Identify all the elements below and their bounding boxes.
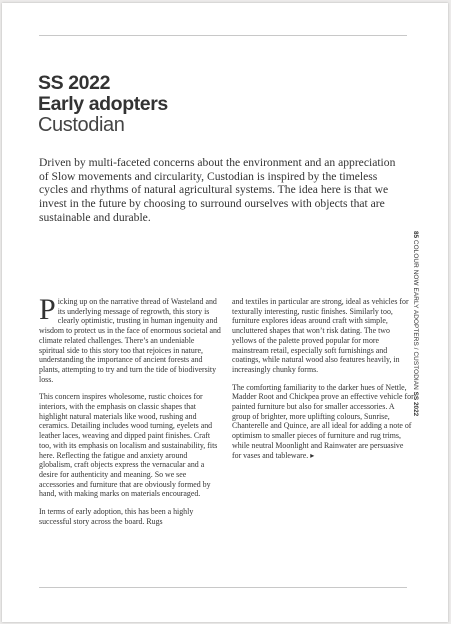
intro-paragraph: Driven by multi-faceted concerns about the environment and an appreciation of Slow movements and circularity, Custodian is inspired by the timeless cycles and rhythms of natural agricultural systems. The idea here is that we invest in the future by choosing to surround ourselves with objects that are sustainable and durable.	[39, 156, 396, 224]
page-heading	[38, 73, 398, 136]
body-paragraph-1	[39, 293, 221, 384]
season-label: SS 2022	[412, 391, 419, 417]
page-number: 85	[412, 231, 419, 239]
body-column-left	[39, 293, 221, 534]
top-divider	[39, 35, 407, 36]
body-paragraph-3: In terms of early adoption, this has been a highly successful story across the board. Rugs	[39, 507, 194, 526]
document-page	[2, 3, 448, 622]
bottom-divider	[39, 587, 407, 588]
body-paragraph-1-text: icking up on the narrative thread of Wasteland and its underlying message of regrowth, this story is clearly optimistic, trusting in human ingenuity and wisdom to protect us in the face of enormous societal and climate related challenges. There’s an undeniable spiritual side to this story too that rejoices in nature, understanding the importance of ancient forests and plants, attempting to try and turn the tide of biodiversity loss.	[39, 297, 221, 384]
heading-story-title: Custodian	[38, 114, 125, 136]
section-label: COLOUR NOW EARLY ADOPTERS / CUSTODIAN	[412, 239, 419, 390]
body-paragraph-5: The comforting familiarity to the darker hues of Nettle, Madder Root and Chickpea prove an effective vehicle for painted furniture but also for smaller accessories. A group of brighter, more uplifting colours, Sunrise, Chanterelle and Quince, are all ideal for adding a note of optimism to smaller pieces of furniture and rug trims, while neutral Moonlight and Rainwater are persuasive for vases and tableware. ▸	[232, 382, 414, 460]
body-paragraph-2: This concern inspires wholesome, rustic choices for interiors, with the emphasis on classic shapes that highlight natural materials like wood, rushing and ceramics. Detailing includes wood turning, eyelets and leather laces, weaving and dipped paint finishes. Craft too, with its emphasis on localism and sustainability, fits here. Reflecting the fatigue and anxiety around globalism, craft objects express the vernacular and a desire for authenticity and meaning. So we see accessories and furniture that are obviously formed by hand, with making marks on materials encouraged.	[39, 392, 218, 499]
heading-season: SS 2022	[38, 72, 111, 94]
sidebar-running-head	[409, 231, 421, 417]
body-column-right	[232, 297, 414, 468]
drop-cap: P	[39, 293, 56, 326]
heading-category: Early adopters	[38, 93, 168, 115]
body-paragraph-4: and textiles in particular are strong, ideal as vehicles for texturally interesting, rustic finishes. Similarly too, furniture explores ideas around craft with simple, uncluttered shapes that won’t risk dating. The two yellows of the palette proved popular for more mainstream retail, especially soft furnishings and coatings, while natural wood also features heavily, in increasingly chunky forms.	[232, 297, 409, 374]
